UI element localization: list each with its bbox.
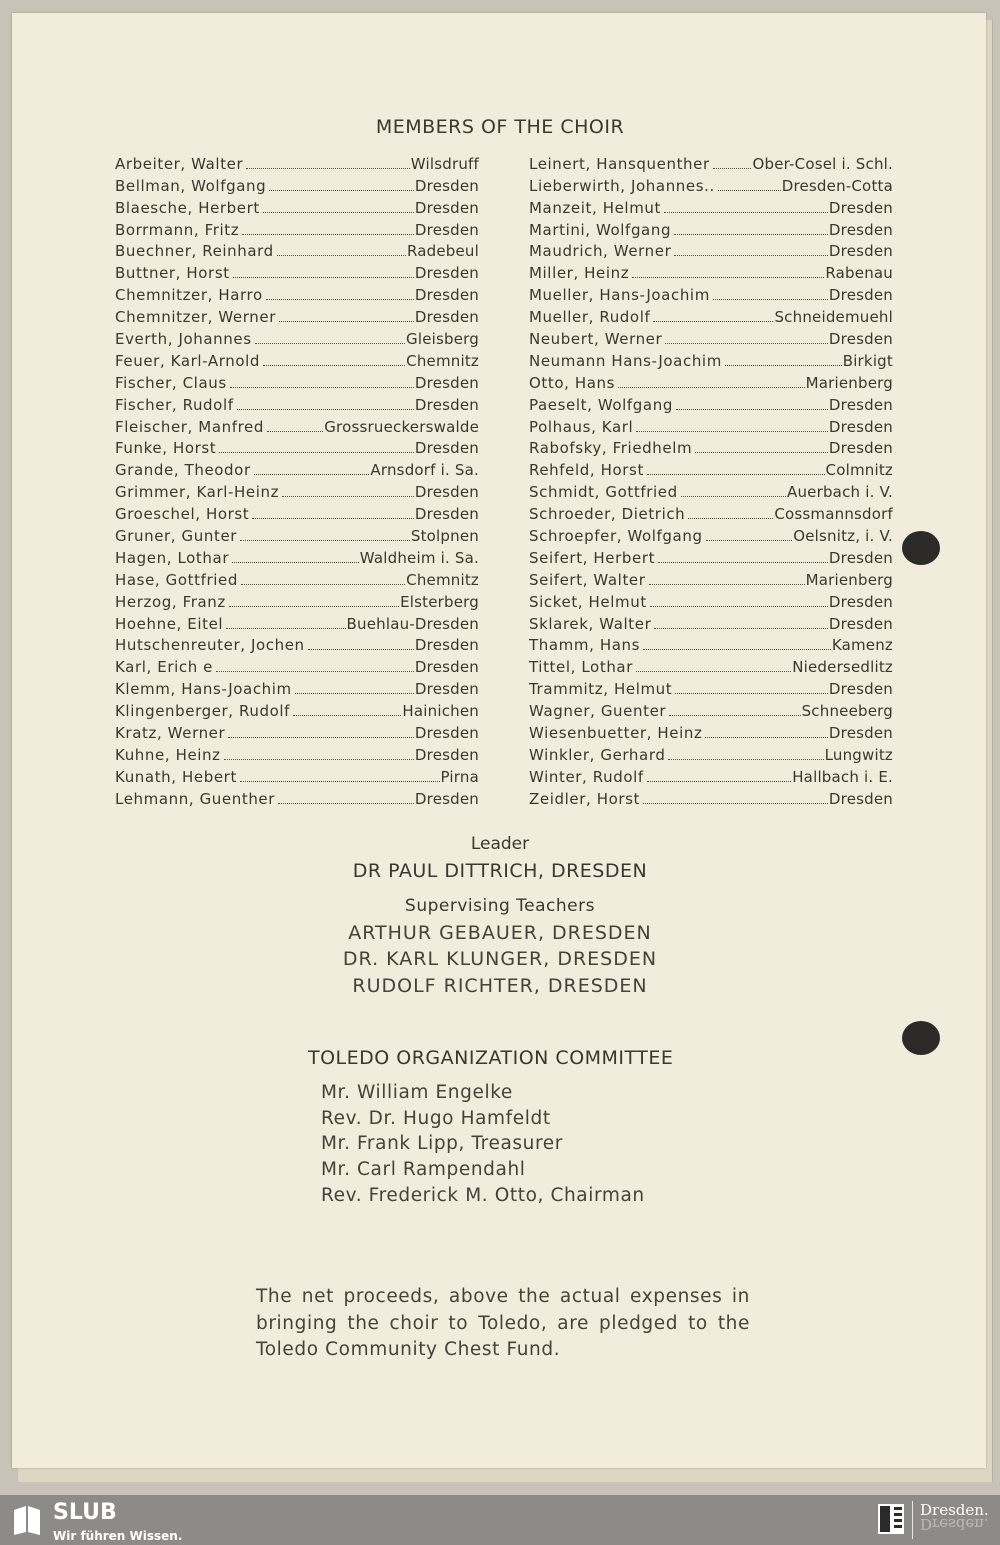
member-name: Seifert, Walter [529,570,646,589]
member-hometown: Dresden [414,505,479,524]
member-row [115,172,479,194]
member-name: Fleischer, Manfred [115,417,265,436]
footer-bar [0,1495,1000,1545]
member-row [115,369,479,391]
member-hometown: Niedersedlitz [792,658,893,677]
dot-leader [263,365,405,366]
member-row [529,675,893,697]
member-name: Blaesche, Herbert [115,198,260,217]
supervising-heading: Supervising Teachers [405,896,595,916]
dot-leader [233,277,414,278]
dot-leader [632,277,824,278]
member-name: Gruner, Gunter [115,527,238,546]
member-name: Hutschenreuter, Jochen [115,636,305,655]
member-hometown: Dresden [828,330,893,349]
member-name: Leinert, Hansquenther [529,154,710,173]
member-hometown: Dresden [828,680,893,699]
member-row [115,347,479,369]
member-row [115,478,479,500]
member-hometown: Ober-Cosel i. Schl. [752,154,893,173]
member-row [529,522,893,544]
member-hometown: Oelsnitz, i. V. [793,527,893,546]
member-name: Lieberwirth, Johannes.. [529,176,715,195]
member-row [529,478,893,500]
dot-leader [242,234,414,235]
member-name: Kunath, Hebert [115,767,237,786]
member-row [115,216,479,238]
dot-leader [669,715,800,716]
committee-member: Rev. Frederick M. Otto, Chairman [321,1184,645,1206]
member-row [529,456,893,478]
member-hometown: Arnsdorf i. Sa. [370,461,479,480]
dot-leader [254,474,370,475]
member-row [115,413,479,435]
dot-leader [255,343,405,344]
member-hometown: Dresden [828,286,893,305]
member-hometown: Dresden [414,308,479,327]
member-hometown: Chemnitz [406,570,479,589]
member-hometown: Dresden [414,220,479,239]
member-row [529,216,893,238]
member-name: Hagen, Lothar [115,548,230,567]
member-row [115,566,479,588]
member-name: Chemnitzer, Werner [115,308,276,327]
member-hometown: Radebeul [406,242,479,261]
member-name: Schroepfer, Wolfgang [529,527,703,546]
member-hometown: Dresden [414,724,479,743]
member-hometown: Dresden [828,395,893,414]
dot-leader [295,693,414,694]
member-row [529,697,893,719]
member-name: Wiesenbuetter, Heinz [529,724,703,743]
dot-leader [279,321,414,322]
dot-leader [713,299,828,300]
member-row [115,303,479,325]
member-row [529,303,893,325]
punch-hole [902,1021,940,1055]
member-row [529,150,893,172]
member-name: Otto, Hans [529,373,616,392]
member-hometown: Hainichen [402,702,479,721]
member-row [115,632,479,654]
dot-leader [636,671,791,672]
committee-member: Mr. Carl Rampendahl [321,1159,526,1181]
dot-leader [228,737,414,738]
member-hometown: Dresden [828,220,893,239]
member-name: Martini, Wolfgang [529,220,672,239]
member-hometown: Dresden [828,548,893,567]
member-name: Maudrich, Werner [529,242,672,261]
dot-leader [636,431,828,432]
member-hometown: Rabenau [825,264,893,283]
dot-leader [643,649,831,650]
member-row [115,741,479,763]
punch-hole [902,531,940,565]
teacher-name: DR. KARL KLUNGER, DRESDEN [342,948,658,970]
dot-leader [278,803,414,804]
slub-logo[interactable]: SLUB [53,1500,117,1525]
member-row [529,653,893,675]
dot-leader [695,452,828,453]
member-hometown: Dresden [414,198,479,217]
dot-leader [241,584,405,585]
member-hometown: Dresden [828,439,893,458]
dot-leader [706,540,793,541]
dot-leader [718,190,781,191]
member-row [529,500,893,522]
dot-leader [675,693,828,694]
member-hometown: Dresden [414,286,479,305]
member-hometown: Colmnitz [825,461,893,480]
member-row [115,610,479,632]
dot-leader [240,781,440,782]
member-row [529,172,893,194]
member-hometown: Dresden [414,636,479,655]
book-icon [12,1504,42,1536]
member-name: Rehfeld, Horst [529,461,644,480]
member-hometown: Dresden [828,198,893,217]
dot-leader [219,452,414,453]
member-row [115,259,479,281]
dot-leader [277,255,406,256]
member-hometown: Wilsdruff [410,154,479,173]
member-hometown: Dresden [414,373,479,392]
member-row [529,281,893,303]
dot-leader [643,803,828,804]
member-name: Trammitz, Helmut [529,680,673,699]
member-hometown: Dresden [828,592,893,611]
member-row [115,456,479,478]
member-name: Lehmann, Guenther [115,789,276,808]
member-row [115,719,479,741]
member-row [529,785,893,807]
member-name: Chemnitzer, Harro [115,286,263,305]
member-name: Wagner, Guenter [529,702,667,721]
member-row [529,588,893,610]
dot-leader [664,212,828,213]
member-hometown: Schneeberg [801,702,893,721]
member-name: Karl, Erich e [115,658,213,677]
member-hometown: Schneidemuehl [774,308,893,327]
member-name: Klingenberger, Rudolf [115,702,291,721]
member-row [115,653,479,675]
member-name: Winkler, Gerhard [529,745,666,764]
dot-leader [725,365,842,366]
member-hometown: Hallbach i. E. [792,767,893,786]
member-row [529,719,893,741]
dot-leader [618,387,805,388]
member-name: Buechner, Reinhard [115,242,274,261]
choir-title: MEMBERS OF THE CHOIR [375,116,625,138]
member-row [529,610,893,632]
member-name: Kuhne, Heinz [115,745,221,764]
dot-leader [237,409,414,410]
coat-of-arms-icon [877,1503,905,1535]
dot-leader [674,234,828,235]
member-row [529,325,893,347]
member-row [529,194,893,216]
teacher-name: ARTHUR GEBAUER, DRESDEN [348,922,652,944]
member-name: Buttner, Horst [115,264,230,283]
member-hometown: Buehlau-Dresden [346,614,479,633]
member-hometown: Chemnitz [406,351,479,370]
teacher-name: RUDOLF RICHTER, DRESDEN [352,975,648,997]
member-row [529,391,893,413]
member-name: Klemm, Hans-Joachim [115,680,292,699]
dot-leader [269,190,414,191]
dot-leader [688,518,773,519]
member-hometown: Dresden [828,724,893,743]
member-hometown: Marienberg [805,373,893,392]
member-row [115,544,479,566]
dot-leader [216,671,414,672]
member-name: Schroeder, Dietrich [529,505,686,524]
member-hometown: Dresden [828,417,893,436]
member-hometown: Dresden [828,789,893,808]
member-row [529,413,893,435]
member-hometown: Stolpnen [410,527,479,546]
slub-tagline: Wir führen Wissen. [53,1529,183,1543]
member-row [115,697,479,719]
member-row [529,632,893,654]
member-name: Mueller, Hans-Joachim [529,286,710,305]
member-row [115,675,479,697]
member-name: Groeschel, Horst [115,505,250,524]
member-row [115,588,479,610]
member-row [115,325,479,347]
dot-leader [654,628,828,629]
member-name: Mueller, Rudolf [529,308,651,327]
member-hometown: Grossrueckerswalde [324,417,479,436]
dot-leader [713,168,752,169]
dot-leader [267,431,323,432]
dot-leader [226,628,345,629]
member-name: Zeidler, Horst [529,789,641,808]
member-row [115,785,479,807]
member-name: Hoehne, Eitel [115,614,224,633]
dot-leader [681,496,786,497]
member-row [115,435,479,457]
member-name: Miller, Heinz [529,264,630,283]
dresden-logo[interactable]: Dresden. [920,1501,989,1519]
dot-leader [230,387,414,388]
member-row [529,347,893,369]
footer-divider [912,1501,913,1539]
member-row [115,391,479,413]
leader-name: DR PAUL DITTRICH, DRESDEN [352,860,648,882]
member-name: Rabofsky, Friedhelm [529,439,693,458]
member-row [115,281,479,303]
member-name: Schmidt, Gottfried [529,483,678,502]
member-row [529,369,893,391]
dot-leader [647,474,825,475]
member-row [529,435,893,457]
member-row [529,259,893,281]
member-name: Grande, Theodor [115,461,251,480]
member-name: Paeselt, Wolfgang [529,395,673,414]
member-hometown: Lungwitz [824,745,893,764]
dot-leader [266,299,414,300]
dot-leader [252,518,414,519]
member-hometown: Dresden [414,439,479,458]
member-name: Grimmer, Karl-Heinz [115,483,280,502]
member-hometown: Auerbach i. V. [787,483,893,502]
dot-leader [674,255,828,256]
dresden-logo-reflection: Dresden. [920,1515,989,1533]
member-row [115,522,479,544]
dot-leader [665,343,828,344]
dot-leader [649,584,805,585]
member-name: Borrmann, Fritz [115,220,240,239]
dot-leader [705,737,827,738]
member-row [115,500,479,522]
member-name: Sicket, Helmut [529,592,647,611]
member-hometown: Kamenz [831,636,893,655]
member-hometown: Dresden [414,264,479,283]
member-hometown: Dresden [414,395,479,414]
member-hometown: Dresden-Cotta [781,176,893,195]
proceeds-note: The net proceeds, above the actual expenses in bringing the choir to Toledo, are pledged to the Toledo Community Chest Fund. [256,1286,750,1360]
member-row [529,566,893,588]
member-hometown: Marienberg [805,570,893,589]
member-hometown: Pirna [440,767,479,786]
dot-leader [232,562,359,563]
dot-leader [668,759,823,760]
member-name: Hase, Gottfried [115,570,238,589]
dot-leader [650,606,828,607]
committee-member: Mr. William Engelke [321,1082,513,1103]
dot-leader [246,168,410,169]
committee-heading: TOLEDO ORGANIZATION COMMITTEE [308,1047,674,1069]
dot-leader [240,540,410,541]
member-hometown: Birkigt [842,351,893,370]
member-name: Thamm, Hans [529,636,641,655]
member-row [529,763,893,785]
member-hometown: Dresden [414,745,479,764]
member-name: Winter, Rudolf [529,767,644,786]
dot-leader [282,496,414,497]
member-hometown: Cossmannsdorf [774,505,893,524]
member-name: Fischer, Rudolf [115,395,234,414]
member-row [529,544,893,566]
member-hometown: Gleisberg [406,330,479,349]
member-hometown: Dresden [414,789,479,808]
member-name: Tittel, Lothar [529,658,633,677]
member-hometown: Dresden [828,614,893,633]
committee-member: Rev. Dr. Hugo Hamfeldt [321,1107,551,1129]
members-right-column [529,150,893,807]
member-row [115,238,479,260]
dot-leader [647,781,791,782]
members-left-column [115,150,479,807]
member-row [115,763,479,785]
dot-leader [224,759,414,760]
dot-leader [676,409,828,410]
member-row [115,194,479,216]
member-name: Seifert, Herbert [529,548,656,567]
dot-leader [293,715,401,716]
member-name: Herzog, Franz [115,592,226,611]
member-name: Everth, Johannes [115,330,252,349]
leader-heading: Leader [470,834,530,854]
member-name: Fischer, Claus [115,373,227,392]
member-name: Bellman, Wolfgang [115,176,267,195]
committee-member: Mr. Frank Lipp, Treasurer [321,1133,563,1155]
dot-leader [653,321,773,322]
member-name: Arbeiter, Walter [115,154,244,173]
member-hometown: Elsterberg [400,592,479,611]
committee-list [321,1082,645,1210]
member-hometown: Waldheim i. Sa. [359,548,479,567]
member-name: Feuer, Karl-Arnold [115,351,260,370]
member-name: Sklarek, Walter [529,614,652,633]
member-hometown: Dresden [414,176,479,195]
dot-leader [308,649,414,650]
member-name: Kratz, Werner [115,724,226,743]
member-row [529,238,893,260]
member-row [115,150,479,172]
member-hometown: Dresden [414,658,479,677]
member-hometown: Dresden [414,680,479,699]
member-name: Polhaus, Karl [529,417,634,436]
dot-leader [658,562,828,563]
member-name: Manzeit, Helmut [529,198,662,217]
dot-leader [263,212,414,213]
member-name: Neumann Hans-Joachim [529,351,722,370]
member-hometown: Dresden [828,242,893,261]
member-name: Funke, Horst [115,439,217,458]
dot-leader [229,606,399,607]
member-name: Neubert, Werner [529,330,663,349]
member-row [529,741,893,763]
member-hometown: Dresden [414,483,479,502]
